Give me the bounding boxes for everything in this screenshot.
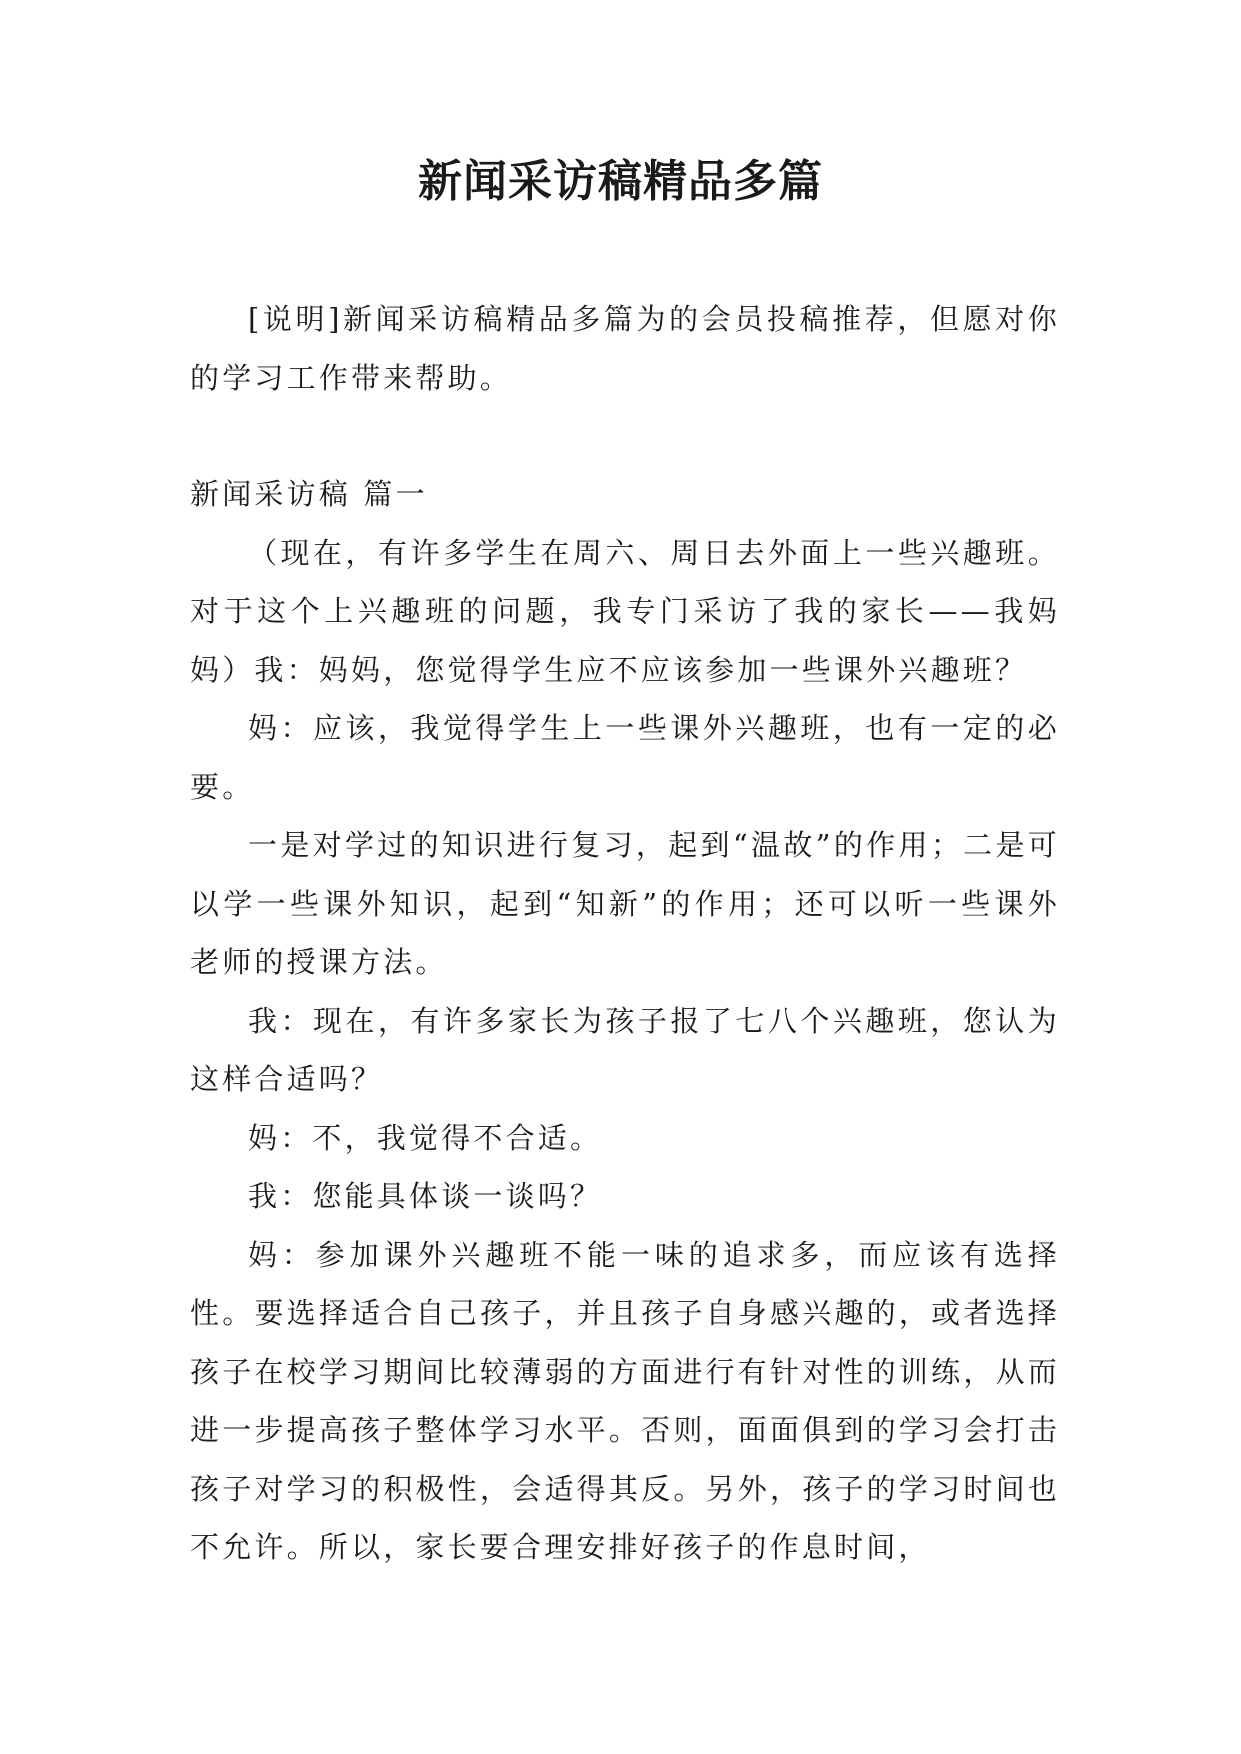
body-paragraph: （现在，有许多学生在周六、周日去外面上一些兴趣班。对于这个上兴趣班的问题，我专门采访了我的家长——我妈妈）我：妈妈，您觉得学生应不应该参加一些课外兴趣班？ bbox=[190, 535, 1060, 687]
document-body bbox=[190, 290, 1060, 1577]
body-paragraph: 妈：参加课外兴趣班不能一味的追求多，而应该有选择性。要选择适合自己孩子，并且孩子自身感兴趣的，或者选择孩子在校学习期间比较薄弱的方面进行有针对性的训练，从而进一步提高孩子整体学习水平。否则，面面俱到的学习会打击孩子对学习的积极性，会适得其反。另外，孩子的学习时间也不允许。所以，家长要合理安排好孩子的作息时间， bbox=[190, 1237, 1060, 1564]
body-paragraph: 妈：不，我觉得不合适。 bbox=[248, 1120, 603, 1155]
body-paragraph: 妈：应该，我觉得学生上一些课外兴趣班，也有一定的必要。 bbox=[190, 711, 1060, 804]
body-paragraph: 我：现在，有许多家长为孩子报了七八个兴趣班，您认为这样合适吗？ bbox=[190, 1003, 1060, 1096]
body-paragraph: 一是对学过的知识进行复习，起到“温故”的作用；二是可以学一些课外知识，起到“知新”的作用；还可以听一些课外老师的授课方法。 bbox=[190, 828, 1060, 979]
document-title: 新闻采访稿精品多篇 bbox=[418, 156, 823, 207]
intro-paragraph: [说明]新闻采访稿精品多篇为的会员投稿推荐，但愿对你的学习工作带来帮助。 bbox=[190, 302, 1060, 395]
section-heading: 新闻采访稿 篇一 bbox=[190, 477, 428, 511]
body-paragraph: 我：您能具体谈一谈吗？ bbox=[248, 1179, 603, 1213]
